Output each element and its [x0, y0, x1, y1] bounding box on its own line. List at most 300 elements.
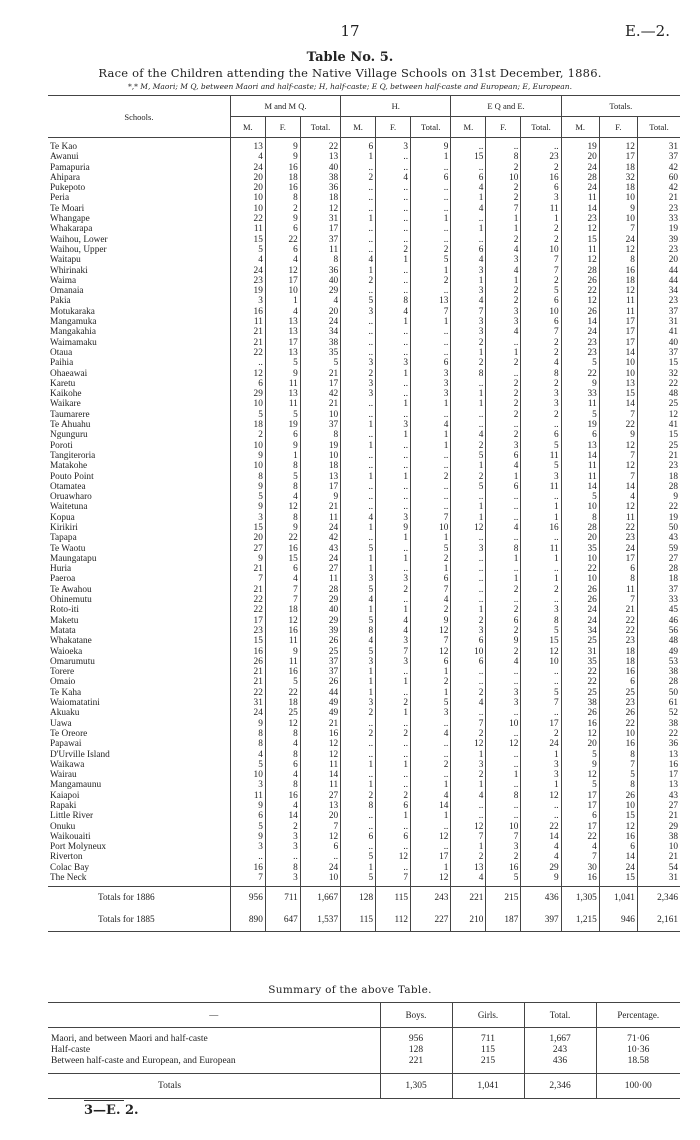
count-cell: 21	[230, 338, 265, 348]
count-cell: 6	[561, 811, 599, 821]
count-cell: 5	[341, 296, 376, 306]
table-row	[48, 544, 680, 554]
count-cell: 31	[230, 698, 265, 708]
count-cell: 22	[521, 822, 561, 832]
school-name-cell	[48, 667, 230, 677]
count-cell: 22	[637, 729, 680, 739]
count-cell: 12	[637, 410, 680, 420]
sub-header: M.	[451, 117, 486, 138]
table-row	[48, 708, 680, 718]
count-cell: 36	[637, 739, 680, 749]
count-cell: ..	[341, 224, 376, 234]
count-cell: 50	[637, 523, 680, 533]
count-cell: 2	[521, 379, 561, 389]
count-cell: 24	[300, 863, 340, 873]
school-name: Akuaku	[50, 708, 80, 719]
count-cell: 4	[599, 492, 637, 502]
count-cell: 1	[521, 513, 561, 523]
count-cell: 4	[521, 852, 561, 862]
count-cell: 3	[486, 698, 521, 708]
table-row	[48, 574, 680, 584]
count-cell: 4	[341, 513, 376, 523]
count-cell: 3	[451, 544, 486, 554]
count-cell: 14	[561, 204, 599, 214]
summary-total-cell: 1,305	[380, 1074, 452, 1099]
count-cell: 3	[341, 307, 376, 317]
count-cell: ..	[451, 138, 486, 153]
count-cell: 35	[561, 544, 599, 554]
count-cell: 6	[451, 657, 486, 667]
count-cell: 2	[376, 791, 411, 801]
count-cell: 22	[637, 379, 680, 389]
count-cell: 37	[300, 420, 340, 430]
count-cell: ..	[341, 245, 376, 255]
totals-cell: 946	[599, 909, 637, 932]
count-cell: 1	[411, 266, 451, 276]
count-cell: 29	[300, 595, 340, 605]
school-name-cell	[48, 677, 230, 687]
count-cell: 3	[521, 193, 561, 203]
count-cell: 41	[637, 420, 680, 430]
count-cell: 1	[411, 780, 451, 790]
count-cell: 9	[265, 369, 300, 379]
sub-header: F.	[265, 117, 300, 138]
count-cell: 12	[561, 296, 599, 306]
table-row	[48, 369, 680, 379]
count-cell: ..	[486, 138, 521, 153]
table-row	[48, 863, 680, 873]
count-cell: 7	[265, 585, 300, 595]
school-name-cell	[48, 492, 230, 502]
count-cell: ..	[451, 811, 486, 821]
count-cell: 7	[376, 647, 411, 657]
table-row	[48, 235, 680, 245]
count-cell: 24	[561, 327, 599, 337]
count-cell: 15	[230, 636, 265, 646]
count-cell: 6	[341, 832, 376, 842]
count-cell: 5	[451, 451, 486, 461]
count-cell: ..	[376, 379, 411, 389]
count-cell: 8	[265, 461, 300, 471]
count-cell: ..	[486, 564, 521, 574]
count-cell: 42	[300, 389, 340, 399]
count-cell: 22	[230, 214, 265, 224]
count-cell: 40	[300, 163, 340, 173]
count-cell: 10	[265, 286, 300, 296]
count-cell: 22	[599, 420, 637, 430]
school-name-cell	[48, 338, 230, 348]
table-row	[48, 502, 680, 512]
count-cell: 5	[521, 286, 561, 296]
count-cell: 4	[265, 574, 300, 584]
count-cell: 3	[265, 842, 300, 852]
count-cell: 42	[637, 163, 680, 173]
totals-cell: 112	[376, 909, 411, 932]
count-cell: 14	[599, 482, 637, 492]
count-cell: 10	[451, 647, 486, 657]
count-cell: 2	[230, 430, 265, 440]
count-cell: 16	[265, 791, 300, 801]
school-name-cell	[48, 410, 230, 420]
count-cell: 33	[637, 595, 680, 605]
school-name-cell	[48, 420, 230, 430]
school-name: Waitetuna	[50, 502, 88, 513]
count-cell: 12	[265, 719, 300, 729]
count-cell: ..	[341, 193, 376, 203]
count-cell: 5	[265, 472, 300, 482]
count-cell: 16	[230, 647, 265, 657]
school-name-cell	[48, 852, 230, 862]
count-cell: 12	[521, 647, 561, 657]
count-cell: ..	[411, 163, 451, 173]
count-cell: 38	[637, 667, 680, 677]
count-cell: 38	[561, 698, 599, 708]
count-cell: ..	[341, 183, 376, 193]
count-cell: 9	[265, 441, 300, 451]
table-row	[48, 420, 680, 430]
count-cell: 2	[521, 235, 561, 245]
school-name: Maketu	[50, 615, 79, 626]
count-cell: 23	[637, 204, 680, 214]
count-cell: 1	[341, 420, 376, 430]
school-name-cell	[48, 348, 230, 358]
school-name-cell	[48, 719, 230, 729]
count-cell: 6	[265, 224, 300, 234]
count-cell: 8	[265, 750, 300, 760]
count-cell: 15	[637, 358, 680, 368]
count-cell: 60	[637, 173, 680, 183]
count-cell: ..	[265, 852, 300, 862]
count-cell: 2	[451, 338, 486, 348]
count-cell: 8	[230, 472, 265, 482]
count-cell: 6	[411, 358, 451, 368]
count-cell: 21	[300, 369, 340, 379]
count-cell: 9	[486, 636, 521, 646]
count-cell: ..	[521, 420, 561, 430]
count-cell: 45	[637, 605, 680, 615]
count-cell: 18	[300, 193, 340, 203]
school-name-cell	[48, 472, 230, 482]
count-cell: 23	[599, 698, 637, 708]
count-cell: 14	[599, 399, 637, 409]
count-cell: 7	[411, 307, 451, 317]
count-cell: ..	[486, 750, 521, 760]
count-cell: 1	[486, 224, 521, 234]
count-cell: 11	[265, 636, 300, 646]
count-cell: 20	[230, 183, 265, 193]
count-cell: ..	[411, 183, 451, 193]
count-cell: 8	[486, 152, 521, 162]
count-cell: 29	[300, 286, 340, 296]
table-row	[48, 296, 680, 306]
count-cell: 10	[230, 441, 265, 451]
count-cell: 24	[230, 266, 265, 276]
school-name: Otamatea	[50, 481, 86, 492]
table-row	[48, 152, 680, 162]
count-cell: 2	[521, 276, 561, 286]
count-cell: 2	[265, 822, 300, 832]
count-cell: ..	[486, 667, 521, 677]
count-cell: 22	[230, 595, 265, 605]
table-row	[48, 214, 680, 224]
count-cell: 16	[486, 863, 521, 873]
count-cell: ..	[411, 286, 451, 296]
count-cell: 1	[451, 842, 486, 852]
count-cell: 17	[411, 852, 451, 862]
count-cell: 2	[376, 698, 411, 708]
count-cell: 3	[341, 698, 376, 708]
count-cell: 6	[230, 811, 265, 821]
count-cell: 3	[376, 358, 411, 368]
count-cell: 5	[265, 358, 300, 368]
table-subtitle: Race of the Children attending the Native Village Schools on 31st December, 1886.	[98, 66, 602, 80]
count-cell: ..	[376, 193, 411, 203]
totals-row	[48, 887, 680, 910]
school-name: Waitapu	[50, 255, 81, 266]
count-cell: 7	[599, 472, 637, 482]
count-cell: 13	[561, 441, 599, 451]
count-cell: 2	[486, 585, 521, 595]
count-cell: 21	[230, 667, 265, 677]
count-cell: 15	[599, 873, 637, 887]
count-cell: 3	[376, 657, 411, 667]
count-cell: 5	[561, 410, 599, 420]
count-cell: 5	[341, 616, 376, 626]
count-cell: 5	[599, 770, 637, 780]
count-cell: 11	[265, 379, 300, 389]
school-name: Awanui	[50, 152, 79, 163]
table-row	[48, 338, 680, 348]
count-cell: ..	[486, 533, 521, 543]
count-cell: 26	[300, 636, 340, 646]
count-cell: 28	[300, 585, 340, 595]
count-cell: 1	[451, 348, 486, 358]
count-cell: 22	[230, 348, 265, 358]
count-cell: 6	[265, 760, 300, 770]
school-name: Te Kao	[50, 142, 77, 152]
count-cell: 23	[637, 296, 680, 306]
count-cell: 1	[451, 605, 486, 615]
count-cell: 22	[637, 502, 680, 512]
table-row	[48, 688, 680, 698]
count-cell: 2	[451, 852, 486, 862]
count-cell: 2	[411, 245, 451, 255]
count-cell: 7	[411, 513, 451, 523]
count-cell: ..	[376, 688, 411, 698]
count-cell: 2	[486, 626, 521, 636]
count-cell: 7	[411, 585, 451, 595]
count-cell: 12	[451, 822, 486, 832]
count-cell: ..	[341, 739, 376, 749]
count-cell: 10	[599, 193, 637, 203]
count-cell: 1	[411, 399, 451, 409]
count-cell: 6	[521, 183, 561, 193]
count-cell: 17	[599, 317, 637, 327]
count-cell: ..	[411, 224, 451, 234]
count-cell: ..	[411, 451, 451, 461]
school-name-cell	[48, 760, 230, 770]
count-cell: 3	[230, 296, 265, 306]
count-cell: 1	[341, 214, 376, 224]
count-cell: 1	[341, 554, 376, 564]
count-cell: 3	[341, 574, 376, 584]
count-cell: 2	[521, 410, 561, 420]
count-cell: 24	[300, 523, 340, 533]
count-cell: 1	[376, 472, 411, 482]
school-name-cell	[48, 193, 230, 203]
count-cell: 5	[230, 760, 265, 770]
count-cell: 11	[230, 791, 265, 801]
summary-row	[48, 1056, 680, 1074]
count-cell: 2	[486, 852, 521, 862]
count-cell: 23	[561, 214, 599, 224]
count-cell: ..	[521, 138, 561, 153]
count-cell: ..	[376, 750, 411, 760]
count-cell: 17	[637, 770, 680, 780]
count-cell: 10	[599, 369, 637, 379]
count-cell: 21	[300, 399, 340, 409]
sub-header: Total.	[411, 117, 451, 138]
count-cell: 8	[265, 513, 300, 523]
count-cell: 2	[486, 286, 521, 296]
table-row	[48, 770, 680, 780]
count-cell: 7	[451, 719, 486, 729]
school-name: Taumarere	[50, 409, 90, 420]
count-cell: 4	[341, 636, 376, 646]
count-cell: 26	[561, 595, 599, 605]
count-cell: 24	[300, 554, 340, 564]
count-cell: 28	[561, 523, 599, 533]
count-cell: 5	[561, 492, 599, 502]
count-cell: 9	[265, 152, 300, 162]
count-cell: 3	[521, 389, 561, 399]
count-cell: 2	[521, 729, 561, 739]
school-name: Otaua	[50, 347, 73, 358]
count-cell: 4	[230, 152, 265, 162]
count-cell: 6	[230, 379, 265, 389]
count-cell: 50	[637, 688, 680, 698]
count-cell: 9	[230, 482, 265, 492]
school-name-cell	[48, 842, 230, 852]
count-cell: ..	[451, 214, 486, 224]
count-cell: 48	[637, 636, 680, 646]
count-cell: 7	[451, 307, 486, 317]
count-cell: ..	[451, 677, 486, 687]
count-cell: 39	[637, 235, 680, 245]
count-cell: ..	[486, 801, 521, 811]
table-row	[48, 842, 680, 852]
count-cell: ..	[451, 708, 486, 718]
count-cell: 22	[230, 688, 265, 698]
count-cell: ..	[411, 502, 451, 512]
count-cell: ..	[486, 502, 521, 512]
totals-cell: 397	[521, 909, 561, 932]
footer-rule	[84, 1100, 124, 1101]
count-cell: 5	[230, 822, 265, 832]
school-name-cell	[48, 451, 230, 461]
count-cell: ..	[486, 420, 521, 430]
school-name: Te Waotu	[50, 543, 86, 554]
count-cell: 21	[230, 585, 265, 595]
school-name: Ohinemutu	[50, 595, 92, 606]
school-name-cell	[48, 801, 230, 811]
count-cell: 29	[300, 616, 340, 626]
summary-cell: 10·36	[596, 1045, 680, 1056]
count-cell: 38	[300, 338, 340, 348]
count-cell: 5	[265, 677, 300, 687]
count-cell: ..	[376, 719, 411, 729]
count-cell: 5	[341, 873, 376, 887]
count-cell: ..	[341, 410, 376, 420]
totals-cell: 1,041	[599, 887, 637, 910]
totals-label: Totals for 1885	[48, 909, 230, 932]
totals-cell: 436	[521, 887, 561, 910]
totals-cell: 215	[486, 887, 521, 910]
count-cell: 43	[637, 533, 680, 543]
count-cell: 3	[341, 379, 376, 389]
count-cell: 12	[265, 616, 300, 626]
school-rows	[48, 138, 680, 932]
totals-cell: 2,161	[637, 909, 680, 932]
count-cell: 1	[411, 441, 451, 451]
count-cell: 20	[561, 739, 599, 749]
count-cell: 40	[300, 605, 340, 615]
school-name-cell	[48, 770, 230, 780]
count-cell: ..	[376, 502, 411, 512]
count-cell: ..	[376, 441, 411, 451]
summary-cell: 18.58	[596, 1056, 680, 1074]
count-cell: ..	[376, 482, 411, 492]
count-cell: 11	[561, 245, 599, 255]
school-name: Pakia	[50, 296, 71, 307]
count-cell: 3	[486, 255, 521, 265]
count-cell: 8	[300, 255, 340, 265]
count-cell: 8	[599, 255, 637, 265]
table-row	[48, 183, 680, 193]
count-cell: 2	[486, 605, 521, 615]
count-cell: ..	[376, 770, 411, 780]
count-cell: 16	[561, 873, 599, 887]
count-cell: 19	[561, 420, 599, 430]
count-cell: 15	[637, 430, 680, 440]
count-cell: 6	[521, 317, 561, 327]
table-row	[48, 667, 680, 677]
count-cell: 8	[599, 574, 637, 584]
count-cell: 7	[265, 595, 300, 605]
count-cell: 10	[486, 719, 521, 729]
count-cell: 19	[230, 286, 265, 296]
count-cell: 36	[300, 183, 340, 193]
count-cell: ..	[451, 801, 486, 811]
count-cell: 9	[521, 873, 561, 887]
count-cell: ..	[376, 564, 411, 574]
school-name-cell	[48, 276, 230, 286]
totals-cell: 956	[230, 887, 265, 910]
school-name: Waikawa	[50, 759, 85, 770]
count-cell: 2	[451, 358, 486, 368]
count-cell: 15	[230, 523, 265, 533]
count-cell: 18	[637, 472, 680, 482]
count-cell: 4	[451, 791, 486, 801]
count-cell: 4	[451, 204, 486, 214]
count-cell: 17	[561, 822, 599, 832]
count-cell: 16	[521, 523, 561, 533]
count-cell: 12	[561, 255, 599, 265]
school-name: Kaikohe	[50, 389, 82, 400]
count-cell: 2	[376, 245, 411, 255]
table-row	[48, 626, 680, 636]
count-cell: 7	[230, 873, 265, 887]
